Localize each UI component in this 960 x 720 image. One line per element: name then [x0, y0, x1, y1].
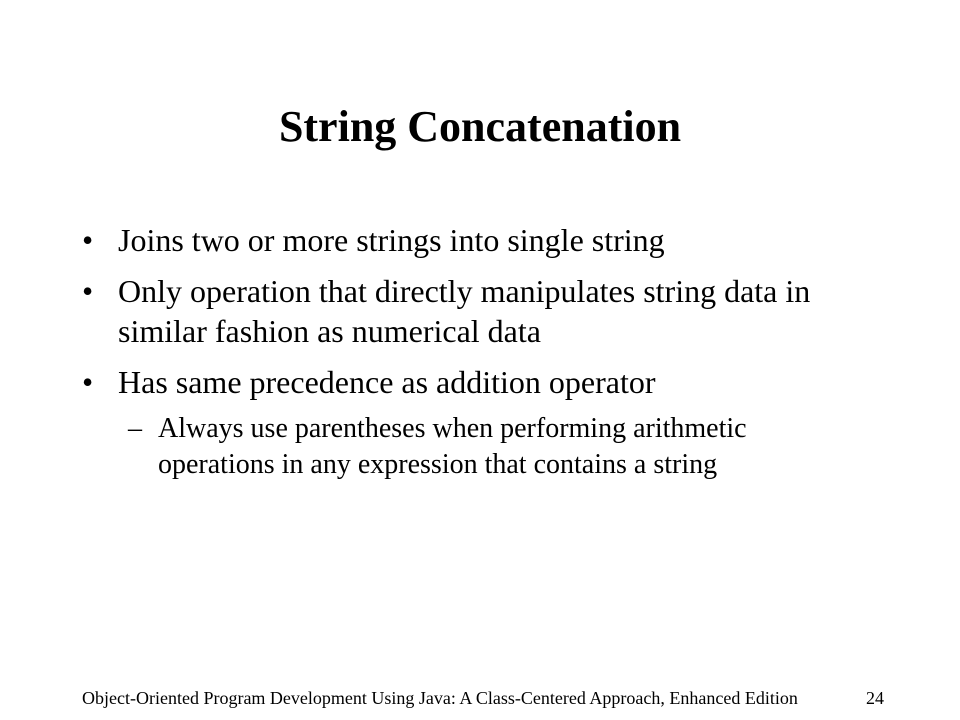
- page-number: 24: [866, 688, 884, 708]
- bullet-item: [0, 271, 818, 351]
- footer-source-text: Object-Oriented Program Development Using Java: A Class-Centered Approach, Enhanced Edition: [82, 688, 798, 708]
- bullet-marker: •: [82, 273, 94, 309]
- sub-bullet-item: [0, 411, 798, 483]
- sub-bullet-marker: –: [128, 413, 142, 444]
- sub-bullet-text: Always use parentheses when performing arithmetic operations in any expression that contains a string: [158, 413, 747, 480]
- bullet-marker: •: [82, 364, 94, 400]
- bullet-text: Has same precedence as addition operator: [118, 364, 656, 400]
- slide-title: String Concatenation: [278, 102, 682, 151]
- slide-footer: [0, 686, 960, 710]
- bullet-text: Joins two or more strings into single string: [118, 222, 665, 258]
- bullet-text: Only operation that directly manipulates string data in similar fashion as numerical data: [118, 273, 811, 349]
- bullet-marker: •: [82, 222, 94, 258]
- bullet-item: [0, 220, 818, 260]
- bullet-item: [0, 362, 818, 402]
- slide-content: [0, 220, 960, 483]
